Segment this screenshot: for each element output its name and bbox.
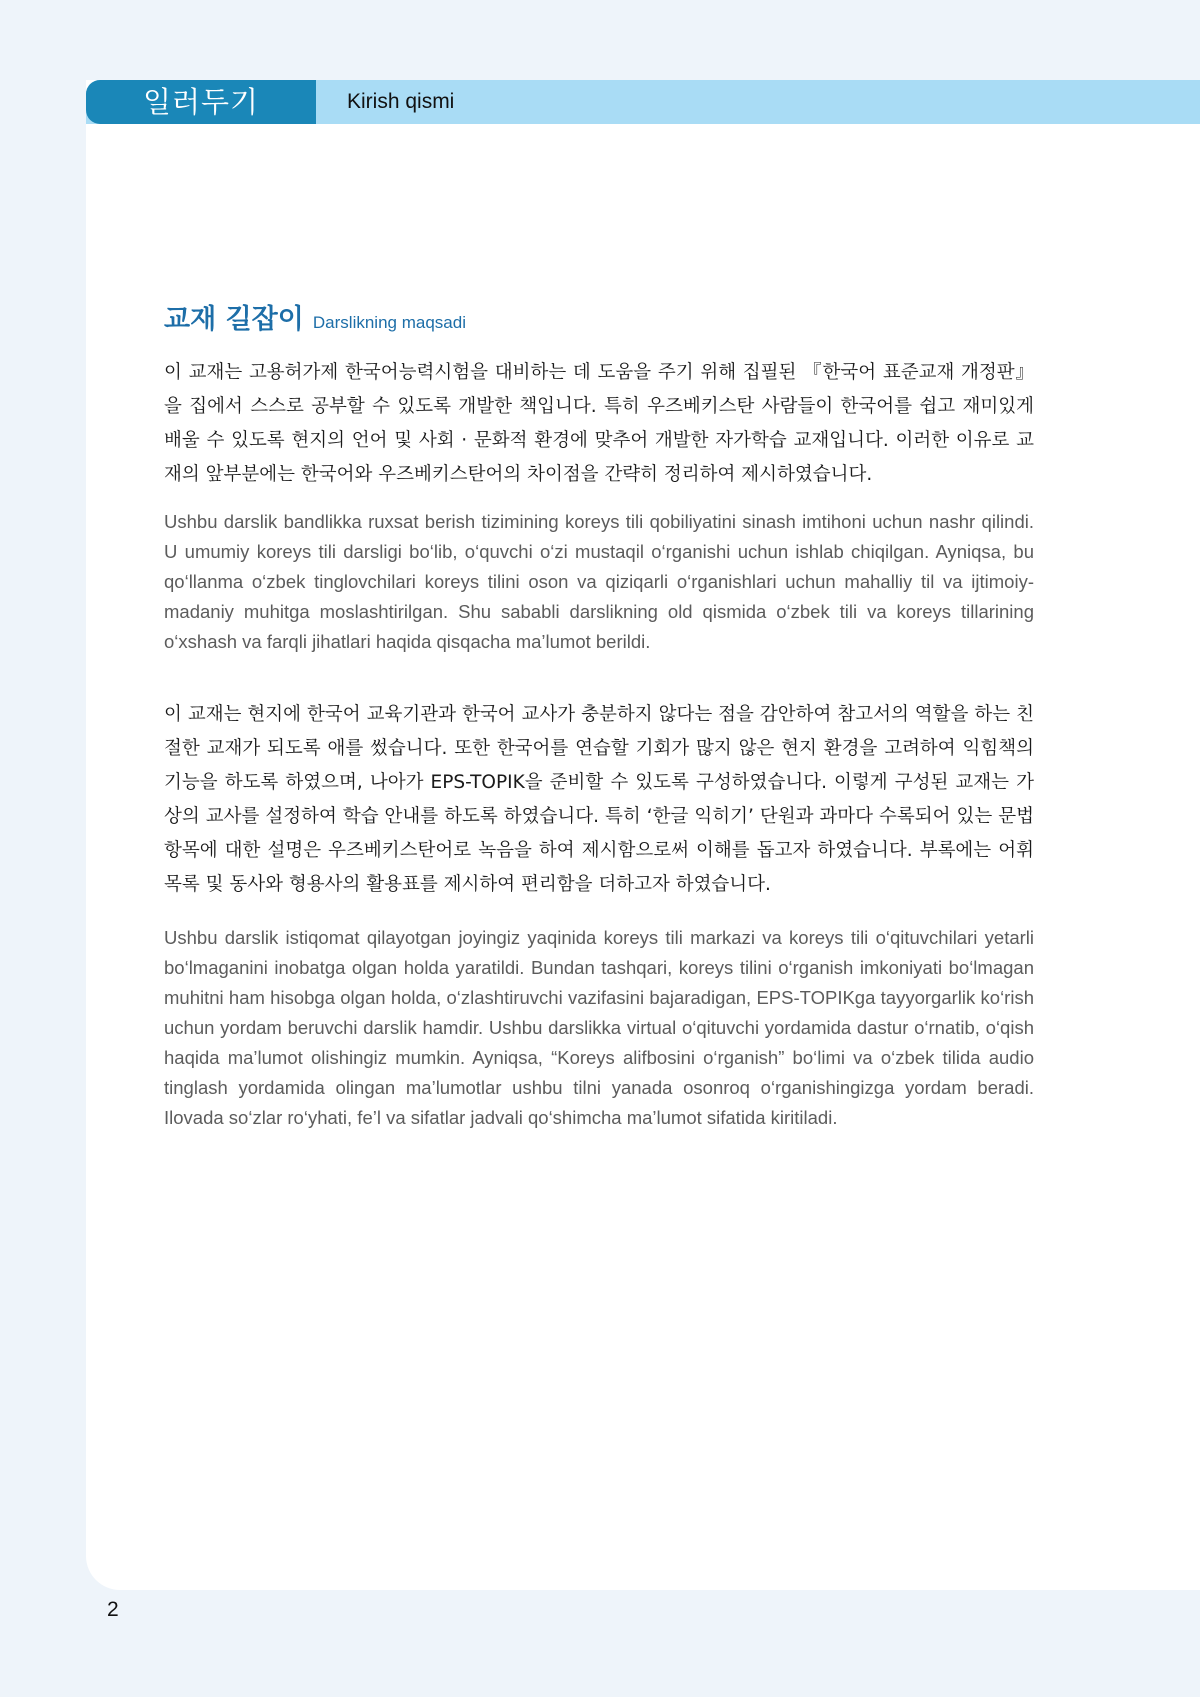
section-title-korean: 교재 길잡이 bbox=[164, 304, 304, 335]
header-subtitle: Kirish qismi bbox=[347, 90, 455, 113]
paragraph-korean-1: 이 교재는 고용허가제 한국어능력시험을 대비하는 데 도움을 주기 위해 집필된 『한국어 표준교재 개정판』을 집에서 스스로 공부할 수 있도록 개발한 책입니다. 특히 우즈베키스탄 사람들이 한국어를 쉽고 재미있게 배울 수 있도록 현지의 언어 및 사회 · 문화적 환경에 맞추어 개발한 자가학습 교재입니다. 이러한 이유로 교재의 앞부분에는 한국어와 우즈베키스탄어의 차이점을 간략히 정리하여 제시하였습니다. bbox=[164, 362, 1034, 485]
section-title-uzbek: Darslikning maqsadi bbox=[312, 313, 466, 332]
header-tab-label: 일러두기 bbox=[86, 80, 316, 124]
paragraph-uzbek-1: Ushbu darslik bandlikka ruxsat berish tizimining koreys tili qobiliyatini sinash imtihoni uchun nashr qilindi. U umumiy koreys tili darsligi bo‘lib, o‘quvchi o‘zi mustaqil o‘rganishi uchun ishlab chiqilgan. Ayniqsa, bu qo‘llanma o‘zbek tinglovchilari koreys tilini oson va qiziqarli o‘rganishlari uchun mahalliy til va ijtimoiy-madaniy muhitga moslashtirilgan. Shu sababli darslikning old qismida o‘zbek tili va koreys tillarining o‘xshash va farqli jihatlari haqida qisqacha ma’lumot berildi. bbox=[164, 511, 1034, 652]
paragraph-korean-2: 이 교재는 현지에 한국어 교육기관과 한국어 교사가 충분하지 않다는 점을 감안하여 참고서의 역할을 하는 친절한 교재가 되도록 애를 썼습니다. 또한 한국어를 연습할 기회가 많지 않은 현지 환경을 고려하여 익힘책의 기능을 하도록 하였으며, 나아가 EPS-TOPIK을 준비할 수 있도록 구성하였습니다. 이렇게 구성된 교재는 가상의 교사를 설정하여 학습 안내를 하도록 하였습니다. 특히 ‘한글 익히기’ 단원과 과마다 수록되어 있는 문법 항목에 대한 설명은 우즈베키스탄어로 녹음을 하여 제시함으로써 이해를 돕고자 하였습니다. 부록에는 어휘 목록 및 동사와 형용사의 활용표를 제시하여 편리함을 더하고자 하였습니다. bbox=[164, 704, 1034, 895]
section-heading bbox=[164, 297, 466, 336]
paragraph-uzbek-2: Ushbu darslik istiqomat qilayotgan joyingiz yaqinida koreys tili markazi va koreys tili o‘qituvchilari yetarli bo‘lmaganini inobatga olgan holda yaratildi. Bundan tashqari, koreys tilini o‘rganish imkoniyati bo‘lmagan muhitni ham hisobga olgan holda, o‘zlashtiruvchi vazifasini bajaradigan, EPS-TOPIKga tayyorgarlik ko‘rish uchun yordam beruvchi darslik hamdir. Ushbu darslikka virtual o‘qituvchi yordamida dastur o‘rnatib, o‘qish haqida ma’lumot olishingiz mumkin. Ayniqsa, “Koreys alifbosini o‘rganish” bo‘limi va o‘zbek tilida audio tinglash yordamida olingan ma’lumotlar ushbu tilni yanada osonroq o‘rganishingizga yordam beradi. Ilovada so‘zlar ro‘yhati, fe’l va sifatlar jadvali qo‘shimcha ma’lumot sifatida kiritiladi. bbox=[164, 927, 1034, 1128]
page-number: 2 bbox=[107, 1598, 119, 1621]
